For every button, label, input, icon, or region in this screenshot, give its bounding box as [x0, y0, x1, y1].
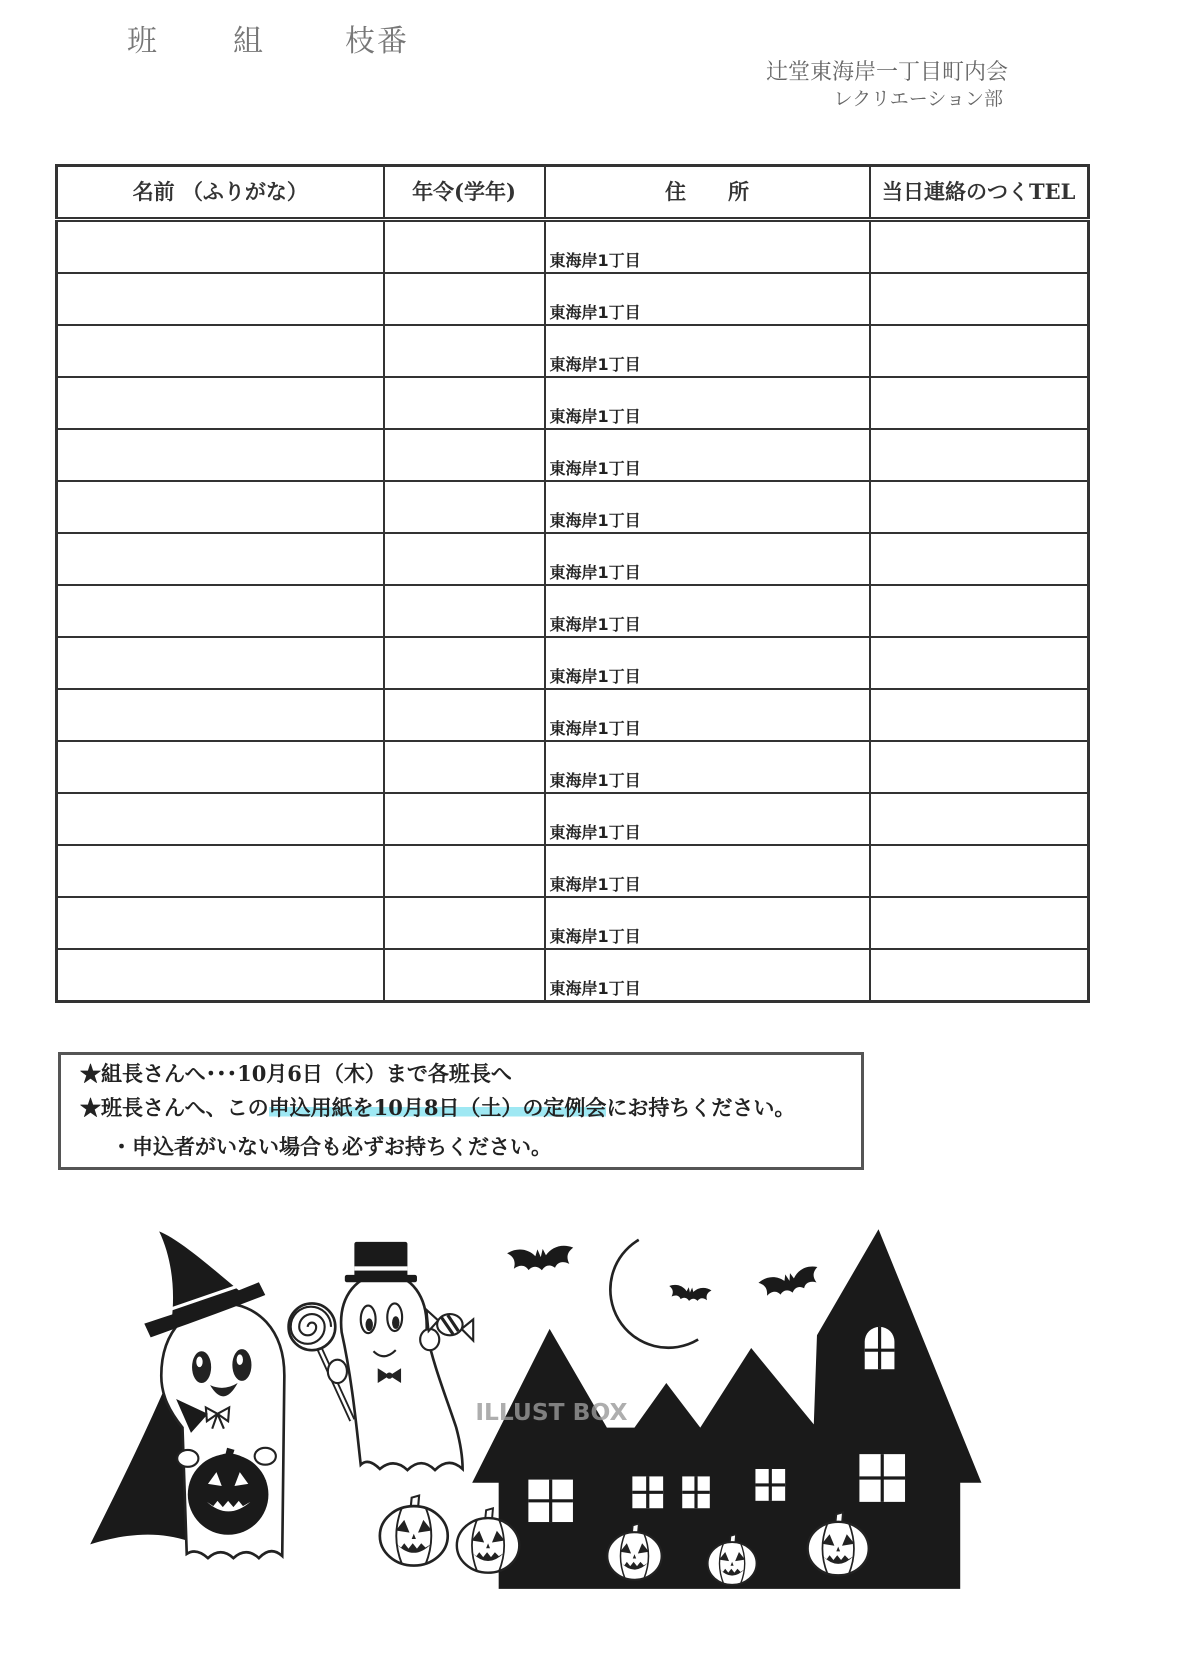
- tel-cell: [870, 741, 1089, 793]
- house-window: [528, 1480, 573, 1522]
- table-row: [57, 429, 1089, 481]
- name-cell: [57, 949, 384, 1002]
- han-label: 班: [127, 24, 157, 59]
- age-cell: [384, 481, 545, 533]
- table-row: [57, 585, 1089, 637]
- edaban-label: 枝番: [345, 24, 409, 59]
- notice-line-2-before: ★班長さんへ、この: [80, 1095, 269, 1120]
- address-text: 東海岸1丁目: [549, 823, 641, 842]
- tel-cell: [870, 325, 1089, 377]
- address-cell: [545, 273, 870, 325]
- age-cell: [384, 949, 545, 1002]
- address-cell: [545, 585, 870, 637]
- age-cell: [384, 689, 545, 741]
- name-cell: [57, 481, 384, 533]
- house-window: [632, 1476, 663, 1508]
- name-cell: [57, 220, 384, 274]
- table-row: [57, 637, 1089, 689]
- tel-cell: [870, 220, 1089, 274]
- address-cell: [545, 481, 870, 533]
- tel-cell: [870, 637, 1089, 689]
- bat-icon: [758, 1265, 822, 1301]
- name-cell: [57, 377, 384, 429]
- address-cell: [545, 533, 870, 585]
- name-cell: [57, 273, 384, 325]
- ghost-hand-left: [177, 1450, 198, 1467]
- table-row: [57, 897, 1089, 949]
- address-text: 東海岸1丁目: [549, 303, 641, 322]
- ghost-hand-right: [255, 1448, 276, 1465]
- house-arched-window: [865, 1327, 895, 1369]
- top-hat-ghost-icon: [289, 1242, 474, 1470]
- ghost-eye-right: [232, 1349, 251, 1381]
- age-cell: [384, 585, 545, 637]
- tel-cell: [870, 689, 1089, 741]
- table-row: [57, 220, 1089, 274]
- address-text: 東海岸1丁目: [549, 667, 641, 686]
- ghost-eye-left: [192, 1351, 211, 1383]
- address-cell: [545, 949, 870, 1002]
- halloween-illustration: [0, 1210, 1200, 1624]
- notice-box: [58, 1052, 864, 1170]
- ghost-eye-left-highlight: [196, 1357, 202, 1368]
- notice-line-2-after: にお持ちください。: [606, 1095, 796, 1120]
- age-cell: [384, 220, 545, 274]
- table-row: [57, 273, 1089, 325]
- ghost-hand-right: [420, 1329, 439, 1350]
- column-header-tel: 当日連絡のつくTEL: [870, 166, 1089, 220]
- table-row: [57, 741, 1089, 793]
- address-cell: [545, 220, 870, 274]
- age-cell: [384, 273, 545, 325]
- table-header-row: [57, 166, 1089, 220]
- column-header-age: 年令(学年): [384, 166, 545, 220]
- top-hat-icon: [345, 1242, 417, 1282]
- name-cell: [57, 897, 384, 949]
- age-cell: [384, 637, 545, 689]
- kumi-label: 組: [233, 24, 263, 59]
- address-cell: [545, 637, 870, 689]
- table-row: [57, 689, 1089, 741]
- age-cell: [384, 377, 545, 429]
- organization-name: 辻堂東海岸一丁目町内会: [765, 60, 1008, 85]
- name-cell: [57, 845, 384, 897]
- column-header-name: 名前 （ふりがな）: [57, 166, 384, 220]
- haunted-house-icon: [472, 1229, 981, 1589]
- table-row: [57, 481, 1089, 533]
- table-row: [57, 845, 1089, 897]
- bat-icon: [507, 1245, 575, 1273]
- name-cell: [57, 741, 384, 793]
- age-cell: [384, 793, 545, 845]
- tel-cell: [870, 585, 1089, 637]
- age-cell: [384, 897, 545, 949]
- tel-cell: [870, 793, 1089, 845]
- name-cell: [57, 585, 384, 637]
- house-window: [682, 1476, 710, 1508]
- age-cell: [384, 325, 545, 377]
- address-text: 東海岸1丁目: [549, 251, 641, 270]
- address-text: 東海岸1丁目: [549, 355, 641, 374]
- address-text: 東海岸1丁目: [549, 719, 641, 738]
- ghost-pupil-left: [366, 1318, 373, 1331]
- house-window: [755, 1469, 785, 1501]
- notice-line-2: [80, 1095, 795, 1121]
- address-cell: [545, 741, 870, 793]
- name-cell: [57, 325, 384, 377]
- witch-ghost-icon: [90, 1231, 284, 1558]
- address-text: 東海岸1丁目: [549, 979, 641, 998]
- ghost-body: [341, 1274, 462, 1470]
- registration-table: [55, 164, 1090, 1003]
- address-cell: [545, 793, 870, 845]
- address-cell: [545, 845, 870, 897]
- tel-cell: [870, 949, 1089, 1002]
- table-row: [57, 533, 1089, 585]
- ghost-hand-left: [328, 1360, 347, 1383]
- ghost-pupil-right: [392, 1316, 399, 1329]
- name-cell: [57, 689, 384, 741]
- name-cell: [57, 533, 384, 585]
- ghost-eye-right-highlight: [237, 1354, 243, 1365]
- jack-o-lantern-icon: [380, 1496, 448, 1566]
- address-cell: [545, 325, 870, 377]
- address-text: 東海岸1丁目: [549, 875, 641, 894]
- tel-cell: [870, 845, 1089, 897]
- name-cell: [57, 793, 384, 845]
- table-row: [57, 325, 1089, 377]
- age-cell: [384, 845, 545, 897]
- address-cell: [545, 689, 870, 741]
- address-text: 東海岸1丁目: [549, 407, 641, 426]
- notice-line-2-highlight: 申込用紙を10月8日（土）の定例会: [268, 1095, 607, 1120]
- address-cell: [545, 377, 870, 429]
- address-text: 東海岸1丁目: [549, 459, 641, 478]
- column-header-address: 住 所: [545, 166, 870, 220]
- table-row: [57, 793, 1089, 845]
- tel-cell: [870, 481, 1089, 533]
- age-cell: [384, 533, 545, 585]
- bat-icon: [668, 1284, 712, 1303]
- name-cell: [57, 429, 384, 481]
- tel-cell: [870, 533, 1089, 585]
- house-window: [859, 1454, 905, 1502]
- address-text: 東海岸1丁目: [549, 511, 641, 530]
- address-text: 東海岸1丁目: [549, 615, 641, 634]
- organization-department: レクリエーション部: [833, 88, 1003, 110]
- address-cell: [545, 897, 870, 949]
- age-cell: [384, 741, 545, 793]
- tel-cell: [870, 429, 1089, 481]
- notice-line-3: ・申込者がいない場合も必ずお持ちください。: [111, 1134, 552, 1159]
- tel-cell: [870, 377, 1089, 429]
- table-row: [57, 377, 1089, 429]
- tel-cell: [870, 273, 1089, 325]
- address-cell: [545, 429, 870, 481]
- age-cell: [384, 429, 545, 481]
- table-row: [57, 949, 1089, 1002]
- name-cell: [57, 637, 384, 689]
- notice-line-1: ★組長さんへ･･･10月6日（木）まで各班長へ: [80, 1061, 512, 1086]
- tel-cell: [870, 897, 1089, 949]
- address-text: 東海岸1丁目: [549, 771, 641, 790]
- address-text: 東海岸1丁目: [549, 563, 641, 582]
- address-text: 東海岸1丁目: [549, 927, 641, 946]
- bow-tie-knot: [386, 1372, 392, 1378]
- watermark: ILLUST BOX: [475, 1398, 628, 1427]
